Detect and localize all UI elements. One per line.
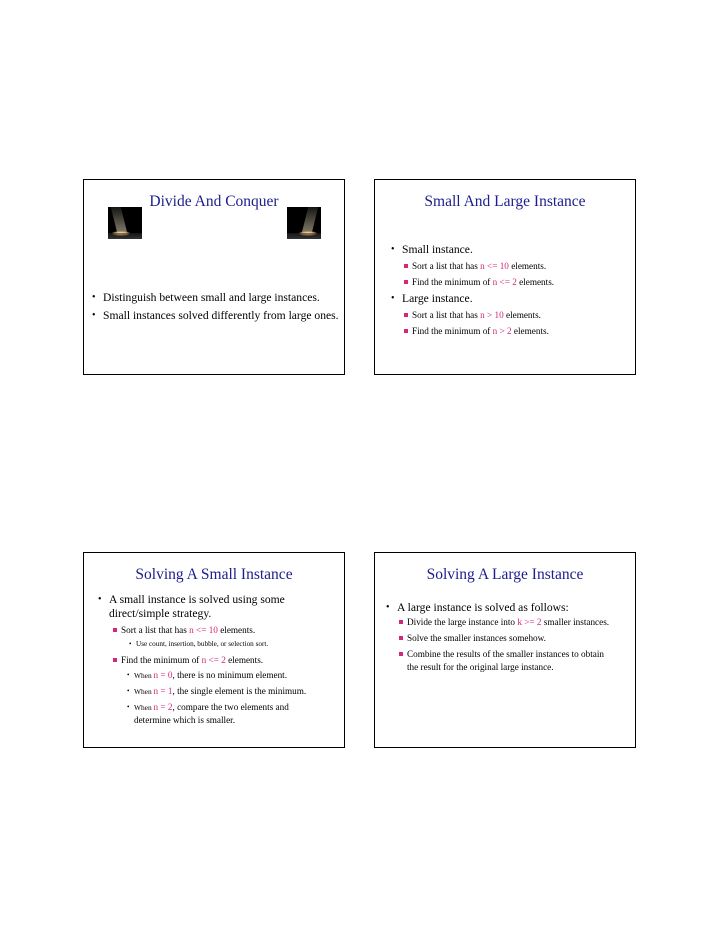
square-bullet-icon bbox=[404, 329, 408, 333]
case-item: • When n = 2, compare the two elements and bbox=[127, 702, 289, 712]
bullet-dot-icon: • bbox=[386, 602, 390, 613]
slide-solving-large-instance bbox=[374, 552, 636, 748]
sub-bullet-item: Combine the results of the smaller instances to obtain bbox=[407, 648, 604, 660]
case-item: • When n = 1, the single element is the minimum. bbox=[127, 686, 307, 696]
slide-title: Solving A Small Instance bbox=[135, 566, 293, 583]
slide-divide-and-conquer bbox=[83, 179, 345, 375]
bullet-item: • A large instance is solved as follows: bbox=[386, 601, 569, 614]
spotlight-image-right bbox=[287, 207, 321, 239]
sub-bullet-item: Find the minimum of n > 2 elements. bbox=[412, 325, 549, 337]
bullet-dot-icon: • bbox=[92, 310, 96, 321]
square-bullet-icon bbox=[404, 264, 408, 268]
bullet-item: • Small instances solved differently from large ones. bbox=[92, 309, 339, 322]
bullet-dot-icon: • bbox=[127, 703, 130, 711]
square-bullet-icon bbox=[399, 652, 403, 656]
square-bullet-icon bbox=[113, 658, 117, 662]
bullet-dot-icon: • bbox=[127, 687, 130, 695]
bullet-dot-icon: • bbox=[92, 292, 96, 303]
square-bullet-icon bbox=[399, 636, 403, 640]
spotlight-image-left bbox=[108, 207, 142, 239]
sub-bullet-item: Solve the smaller instances somehow. bbox=[407, 632, 546, 644]
slide-title: Solving A Large Instance bbox=[426, 566, 584, 583]
square-bullet-icon bbox=[113, 628, 117, 632]
bullet-item: • Distinguish between small and large instances. bbox=[92, 291, 320, 304]
case-continuation: determine which is smaller. bbox=[134, 715, 236, 725]
sub-bullet-item: Find the minimum of n <= 2 elements. bbox=[412, 276, 554, 288]
sub-sub-bullet-item: • Use count, insertion, bubble, or selection sort. bbox=[129, 640, 269, 648]
bullet-dot-icon: • bbox=[391, 244, 395, 255]
square-bullet-icon bbox=[404, 280, 408, 284]
bullet-item: • Large instance. bbox=[391, 292, 473, 305]
slide-title: Small And Large Instance bbox=[424, 193, 586, 210]
slide-title: Divide And Conquer bbox=[149, 193, 279, 210]
sub-bullet-item: Divide the large instance into k >= 2 smaller instances. bbox=[407, 616, 609, 628]
sub-bullet-item: Sort a list that has n > 10 elements. bbox=[412, 309, 541, 321]
sub-bullet-item: Find the minimum of n <= 2 elements. bbox=[121, 654, 263, 666]
bullet-dot-icon: • bbox=[98, 594, 102, 605]
bullet-dot-icon: • bbox=[127, 671, 130, 679]
sub-bullet-item: Sort a list that has n <= 10 elements. bbox=[121, 624, 255, 636]
sub-bullet-item: Sort a list that has n <= 10 elements. bbox=[412, 260, 546, 272]
square-bullet-icon bbox=[404, 313, 408, 317]
square-bullet-icon bbox=[399, 620, 403, 624]
sub-bullet-continuation: the result for the original large instance. bbox=[407, 662, 554, 672]
bullet-continuation: direct/simple strategy. bbox=[109, 607, 212, 620]
slide-small-and-large-instance bbox=[374, 179, 636, 375]
bullet-item: • Small instance. bbox=[391, 243, 473, 256]
bullet-item: • A small instance is solved using some bbox=[98, 593, 285, 606]
case-item: • When n = 0, there is no minimum element. bbox=[127, 670, 288, 680]
bullet-dot-icon: • bbox=[129, 640, 132, 648]
slide-solving-small-instance bbox=[83, 552, 345, 748]
bullet-dot-icon: • bbox=[391, 293, 395, 304]
